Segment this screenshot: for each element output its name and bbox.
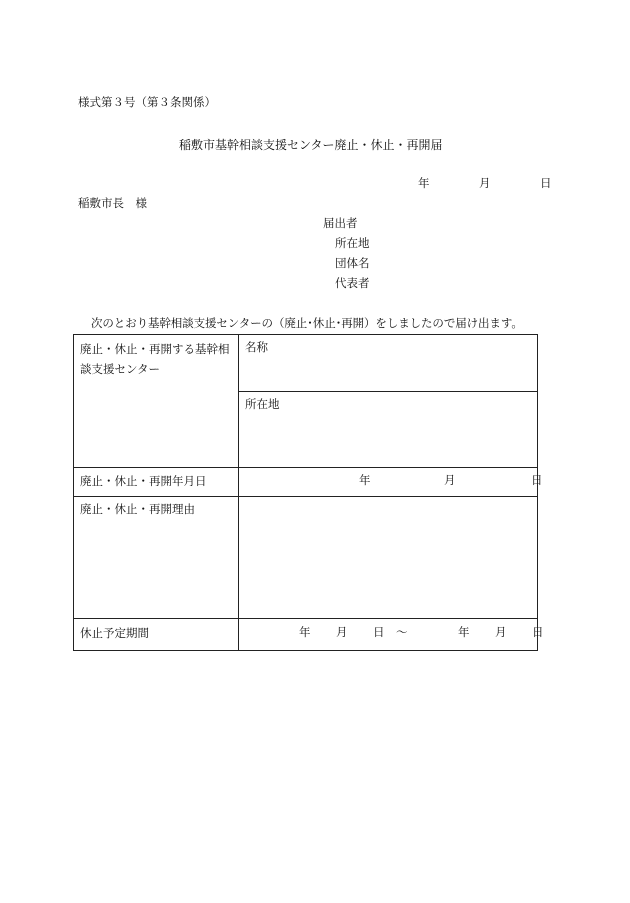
document-title: 稲敷市基幹相談支援センター廃止・休止・再開届 <box>179 138 443 152</box>
date-day-unit: 日 <box>531 473 543 487</box>
name-label: 名称 <box>245 340 268 354</box>
period-end-year: 年 <box>458 625 470 639</box>
notification-table <box>73 334 544 651</box>
center-label: 廃止・休止・再開する基幹相談支援センター <box>80 342 230 376</box>
suspension-period-cell <box>239 619 544 651</box>
location-label: 所在地 <box>245 397 280 411</box>
form-number: 様式第３号（第３条関係） <box>78 95 216 109</box>
reason-value-cell <box>239 497 538 619</box>
applicant-address-label: 所在地 <box>335 236 370 250</box>
reason-label: 廃止・休止・再開理由 <box>80 502 195 516</box>
center-label-cell <box>74 335 239 468</box>
suspension-label: 休止予定期間 <box>80 626 149 640</box>
table-row <box>74 619 538 651</box>
date-label-cell <box>74 468 239 497</box>
table-row <box>74 497 538 619</box>
period-start-month: 月 <box>336 625 348 639</box>
location-cell <box>239 392 538 468</box>
period-end-day: 日 <box>532 625 544 639</box>
name-cell <box>239 335 538 392</box>
date-value-cell <box>239 468 543 497</box>
date-label: 廃止・休止・再開年月日 <box>80 474 207 488</box>
table-row <box>74 468 538 497</box>
header-date-month: 月 <box>479 176 491 190</box>
table-row <box>74 335 538 392</box>
period-start-day: 日 <box>373 625 385 639</box>
period-start-year: 年 <box>299 625 311 639</box>
applicant-label: 届出者 <box>323 216 358 230</box>
header-date-year: 年 <box>418 176 430 190</box>
reason-label-cell <box>74 497 239 619</box>
period-separator: ～ <box>396 625 408 639</box>
date-year-unit: 年 <box>359 473 371 487</box>
date-month-unit: 月 <box>444 473 456 487</box>
applicant-organization-label: 団体名 <box>335 256 370 270</box>
statement-text: 次のとおり基幹相談支援センターの（廃止･休止･再開）をしましたので届け出ます。 <box>91 316 523 330</box>
header-date-day: 日 <box>540 176 552 190</box>
suspension-label-cell <box>74 619 239 651</box>
addressee: 稲敷市長 様 <box>78 196 147 210</box>
applicant-representative-label: 代表者 <box>335 276 370 290</box>
period-end-month: 月 <box>495 625 507 639</box>
